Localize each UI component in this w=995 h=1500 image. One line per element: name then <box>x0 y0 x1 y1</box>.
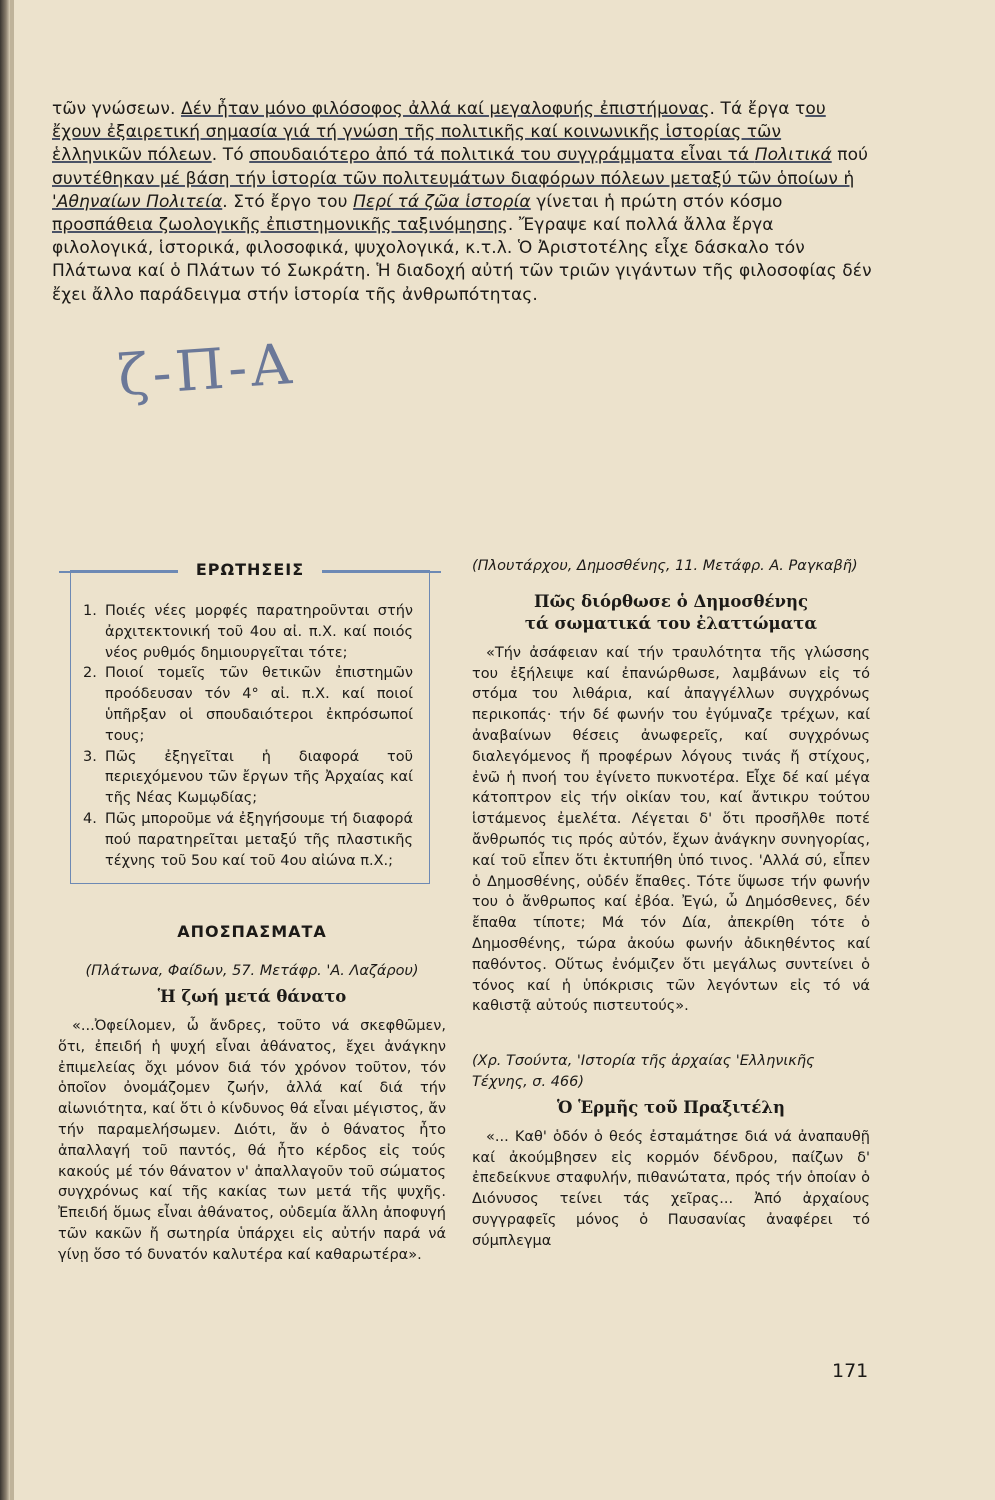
plutarch-title-line1: Πῶς διόρθωσε ὁ Δημοσθένης <box>533 591 809 611</box>
plato-title: Ἡ ζωή μετά θάνατο <box>157 986 347 1006</box>
book-spine-shadow <box>0 0 10 1500</box>
right-column <box>472 556 870 1252</box>
question-item: 4. Πῶς μποροῦμε νά ἐξηγήσουμε τή διαφορά πού παρατηρεῖται μεταξύ τῆς πλαστικῆς τέχνης τοῦ 5ου καί τοῦ 4ου αἰώνα π.Χ.; <box>83 810 413 869</box>
question-item: 3. Πῶς ἐξηγεῖται ἡ διαφορά τοῦ περιεχόμενου τῶν ἔργων τῆς Ἀρχαίας καί τῆς Νέας Κωμῳδίας; <box>83 748 413 807</box>
tsountas-title: Ὁ Ἑρμῆς τοῦ Πραξιτέλη <box>556 1097 785 1117</box>
plato-text: «...Ὀφείλομεν, ὦ ἄνδρες, τοῦτο νά σκεφθῶμεν, ὅτι, ἐπειδή ἡ ψυχή εἶναι ἀθάνατος, ἔχει ἀνάγκην ἐπιμελείας ὄχι μόνον διά τόν χρόνον τοῦτον, τόν ὁποῖον ὀνομάζομεν ζωήν, ἀλλά καί διά τήν αἰωνιότητα, καί ὅτι ὁ κίνδυνος θά εἶναι μέγιστος, ἄν τήν παραμελήσωμεν. Διότι, ἄν ὁ θάνατος ἦτο ἀπαλλαγή τοῦ παντός, θά ἦτο κέρδος εἰς τούς κακούς μέ τόν θάνατον ν' ἀπαλλαγοῦν τοῦ σώματος συγχρόνως καί τῆς κακίας των μετά τῆς ψυχῆς. Ἐπειδή ὅμως εἶναι ἀθάνατος, οὐδεμία ἄλλη ἀποφυγή τῶν κακῶν ἤ σωτηρία ὑπάρχει εἰς αὐτήν παρά νά γίνῃ ὅσο τό δυνατόν καλυτέρα καί καθαρωτέρα». <box>58 1017 446 1263</box>
questions-title-wrap <box>71 560 429 582</box>
questions-list <box>83 601 413 871</box>
left-column <box>58 556 446 1266</box>
questions-box <box>70 560 430 884</box>
plutarch-source: (Πλουτάρχου, Δημοσθένης, 11. Μετάφρ. Α. Ραγκαβῆ) <box>472 558 858 574</box>
tsountas-source: (Χρ. Τσούντα, 'Ιστορία τῆς ἀρχαίας 'Ελληνικῆς Τέχνης, σ. 466) <box>472 1053 815 1090</box>
page-number: 171 <box>832 1360 869 1382</box>
plutarch-title <box>472 591 870 635</box>
plutarch-title-line2: τά σωματικά του ἐλαττώματα <box>524 613 818 633</box>
excerpts-title: ΑΠΟΣΠΑΣΜΑΤΑ <box>177 922 327 942</box>
handwritten-note: ζ-Π-Α <box>115 331 298 410</box>
intro-paragraph <box>52 98 872 307</box>
question-item: 1. Ποιές νέες μορφές παρατηροῦνται στήν ἀρχιτεκτονική τοῦ 4ου αἰ. π.Χ. καί ποιός νέος ρυθμός δημιουργεῖται τότε; <box>83 603 413 661</box>
intro-text: τῶν γνώσεων. Δέν ἦταν μόνο φιλόσοφος ἀλλά καί μεγαλοφυής ἐπιστήμονας. Τά ἔργα του ἔχουν ἐξαιρετική σημασία γιά τή γνώση τῆς πολιτικῆς καί κοινωνικῆς ἱστορίας τῶν ἑλληνικῶν πόλεων. Τό σπουδαιότερο ἀπό τά πολιτικά του συγγράμματα εἶναι τά Πολιτικά πού συντέθηκαν μέ βάση τήν ἱστορία τῶν πολιτευμάτων διαφόρων πόλεων μεταξύ τῶν ὁποίων ἡ 'Αθηναίων Πολιτεία. Στό ἔργο του Περί τά ζῶα ἱστορία γίνεται ἡ πρώτη στόν κόσμο προσπάθεια ζωολογικῆς ἐπιστημονικῆς ταξινόμησης. Ἔγραψε καί πολλά ἄλλα ἔργα φιλολογικά, ἱστορικά, φιλοσοφικά, ψυχολογικά, κ.τ.λ. Ὁ Ἀριστοτέλης εἶχε δάσκαλο τόν Πλάτωνα καί ὁ Πλάτων τό Σωκράτη. Ἡ διαδοχή αὐτή τῶν τριῶν γιγάντων τῆς φιλοσοφίας δέν ἔχει ἄλλο παράδειγμα στήν ἱστορία τῆς ἀνθρωπότητας. <box>52 99 872 305</box>
questions-title: ΕΡΩΤΗΣΕΙΣ <box>178 560 322 579</box>
book-spine-edge <box>10 0 14 1500</box>
question-item: 2. Ποιοί τομεῖς τῶν θετικῶν ἐπιστημῶν προόδευσαν τόν 4° αἰ. π.Χ. καί ποιοί ὑπῆρξαν οἱ σπουδαιότεροι ἐκπρόσωποί τους; <box>83 665 413 744</box>
plato-source: (Πλάτωνα, Φαίδων, 57. Μετάφρ. 'Α. Λαζάρου) <box>85 963 419 980</box>
plutarch-text: «Τήν ἀσάφειαν καί τήν τραυλότητα τῆς γλώσσης του ἐξήλειψε καί ἐπανώρθωσε, λαμβάνων εἰς τό στόμα του λιθάρια, καί ἀπαγγέλλων συγχρόνως περικοπάς· τήν δέ φωνήν του ἐγύμναζε τρέχων, καί ἀναβαίνων θέσεις ἀνωφερεῖς, καί συγχρόνως διαλεγόμενος ἤ προφέρων λόγους τινάς ἤ στίχους, ἐνῶ ἡ πνοή του ἐγίνετο πυκνοτέρα. Εἶχε δέ καί μέγα κάτοπτρον εἰς τήν οἰκίαν του, καί ἄντικρυ τούτου ἱστάμενος ἐμελέτα. Λέγεται δ' ὅτι προσῆλθε ποτέ ἄνθρωπός τις πρός αὐτόν, ἔχων ἀνάγκην συνηγορίας, καί τοῦ εἶπεν ὅτι ἐκτυπήθη ὑπό τινος. 'Αλλά σύ, εἶπεν ὁ Δημοσθένης, οὐδέν ἔπαθες. Τότε ὕψωσε τήν φωνήν του ὁ ἄνθρωπος καί ἐβόα. Ἐγώ, ὦ Δημόσθενες, δέν ἔπαθα τίποτε; Μά τόν Δία, ἀπεκρίθη τότε ὁ Δημοσθένης, τώρα ἀκούω φωνήν ἀδικηθέντος καί παθόντος. Οὕτως ἐνόμιζεν ὅτι μεγάλως συντείνει ὁ τόνος καί ἡ ὑπόκρισις τῶν λεγόντων εἰς τό νά καθιστᾷ αὐτούς πιστευτούς». <box>472 644 870 1015</box>
tsountas-text: «... Καθ' ὁδόν ὁ θεός ἐσταμάτησε διά νά ἀναπαυθῇ καί ἀκούμβησεν εἰς κορμόν δένδρου, παίζων δ' ἐπεδείκνυε σταφυλήν, πιθανώτατα, πρός τήν ὁποίαν ὁ Διόνυσος τείνει τάς χεῖρας... Ἀπό ἀρχαίους συγγραφεῖς μόνος ὁ Παυσανίας ἀναφέρει τό σύμπλεγμα <box>472 1128 870 1249</box>
